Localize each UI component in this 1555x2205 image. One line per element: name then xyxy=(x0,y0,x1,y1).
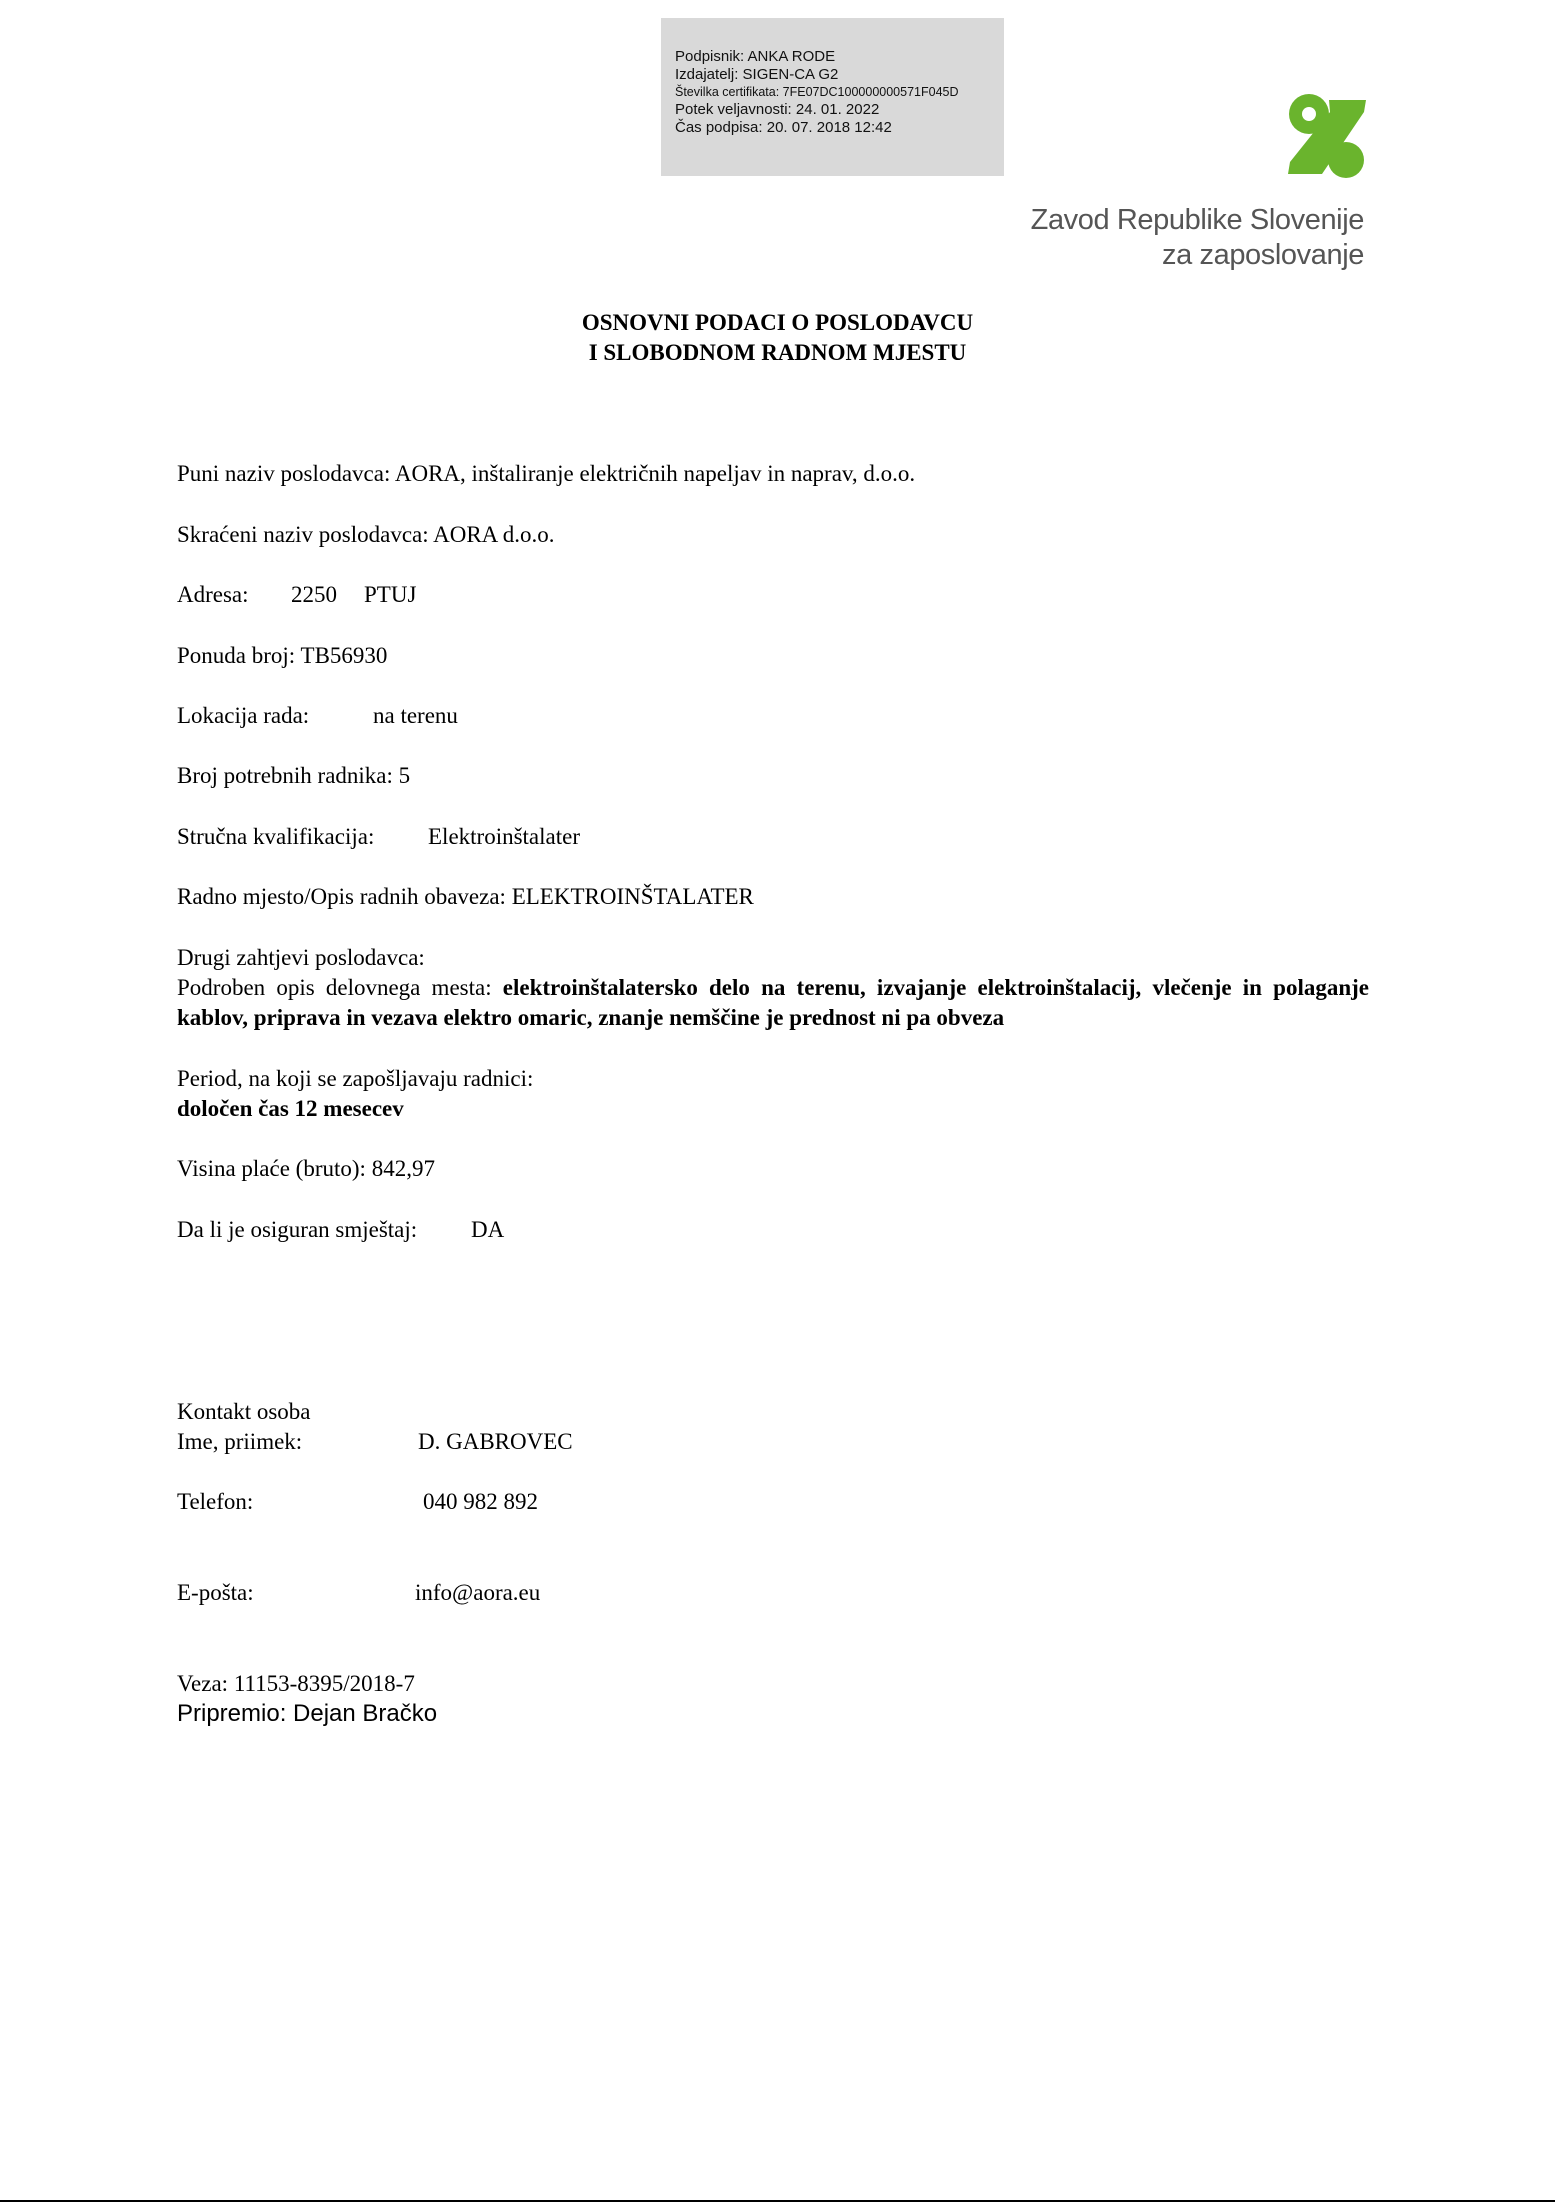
field-workers xyxy=(177,761,410,791)
document-title xyxy=(0,308,1555,368)
contact-name-value: D. GABROVEC xyxy=(418,1429,573,1454)
field-full-name xyxy=(177,459,915,489)
job-description xyxy=(177,973,1369,1033)
description-value: elektroinštalatersko delo na terenu, izvajanje elektroinštalacij, vlečenje in polaganje kablov, priprava in vezava elektro omaric, znanje nemščine je prednost ni pa obveza xyxy=(177,975,1369,1030)
description-label: Podroben opis delovnega mesta: xyxy=(177,975,492,1000)
agency-name-line1: Zavod Republike Slovenije xyxy=(1030,204,1364,236)
zrss-logo-icon xyxy=(1286,92,1368,182)
signature-validity: Potek veljavnosti: 24. 01. 2022 xyxy=(675,101,880,118)
position-value: ELEKTROINŠTALATER xyxy=(511,884,754,909)
other-requirements-label: Drugi zahtjevi poslodavca: xyxy=(177,945,425,970)
field-position xyxy=(177,882,754,912)
title-line2: I SLOBODNOM RADNOM MJESTU xyxy=(588,340,967,365)
title-line1: OSNOVNI PODACI O POSLODAVCU xyxy=(581,310,974,335)
qualification-label: Stručna kvalifikacija: xyxy=(177,824,375,849)
agency-name xyxy=(1031,203,1364,273)
accommodation-label: Da li je osiguran smještaj: xyxy=(177,1217,418,1242)
full-name-value: AORA, inštaliranje električnih napeljav in naprav, d.o.o. xyxy=(394,461,916,486)
digital-signature-box xyxy=(661,18,1004,176)
location-value: na terenu xyxy=(373,703,458,728)
field-salary xyxy=(177,1154,435,1184)
position-label: Radno mjesto/Opis radnih obaveza: xyxy=(177,884,506,909)
reference-number: Veza: 11153-8395/2018-7 xyxy=(177,1671,415,1696)
signature-certificate: Številka certifikata: 7FE07DC100000000571F045D xyxy=(675,85,959,99)
contact-phone-label: Telefon: xyxy=(177,1489,254,1514)
period-label: Period, na koji se zapošljavaju radnici: xyxy=(177,1066,534,1091)
contact-email-label: E-pošta: xyxy=(177,1580,254,1605)
qualification-value: Elektroinštalater xyxy=(428,824,580,849)
short-name-value: AORA d.o.o. xyxy=(433,522,555,547)
field-short-name xyxy=(177,520,555,550)
agency-name-line2: za zaposlovanje xyxy=(1162,239,1364,271)
accommodation-value: DA xyxy=(471,1217,505,1242)
salary-label: Visina plaće (bruto): xyxy=(177,1156,366,1181)
period-value: določen čas 12 mesecev xyxy=(177,1096,404,1121)
short-name-label: Skraćeni naziv poslodavca: xyxy=(177,522,429,547)
workers-label: Broj potrebnih radnika: xyxy=(177,763,393,788)
address-city: PTUJ xyxy=(364,582,417,607)
prepared-by: Pripremio: Dejan Bračko xyxy=(177,1700,438,1727)
full-name-label: Puni naziv poslodavca: xyxy=(177,461,391,486)
contact-phone-value: 040 982 892 xyxy=(423,1489,538,1514)
field-offer-number xyxy=(177,641,387,671)
workers-value: 5 xyxy=(398,763,411,788)
signature-signer: Podpisnik: ANKA RODE xyxy=(675,48,836,65)
contact-email-value[interactable]: info@aora.eu xyxy=(415,1580,541,1605)
salary-value: 842,97 xyxy=(371,1156,435,1181)
signature-issuer: Izdajatelj: SIGEN-CA G2 xyxy=(675,66,839,83)
contact-heading: Kontakt osoba xyxy=(177,1399,311,1424)
signature-time: Čas podpisa: 20. 07. 2018 12:42 xyxy=(675,119,892,136)
address-postal-code: 2250 xyxy=(291,582,337,607)
page-bottom-border xyxy=(0,2200,1555,2202)
contact-name-label: Ime, priimek: xyxy=(177,1429,303,1454)
address-label: Adresa: xyxy=(177,582,249,607)
offer-label: Ponuda broj: xyxy=(177,643,296,668)
location-label: Lokacija rada: xyxy=(177,703,310,728)
offer-value: TB56930 xyxy=(300,643,388,668)
